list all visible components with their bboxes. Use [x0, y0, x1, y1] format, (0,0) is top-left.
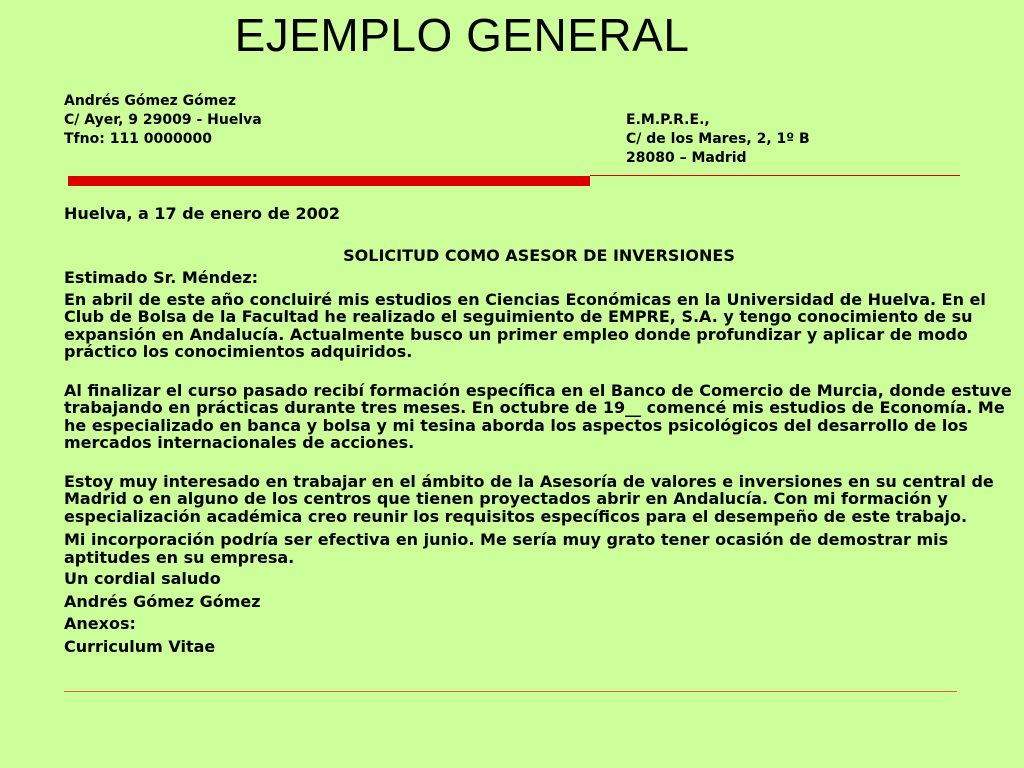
- letter-paragraph-2: Al finalizar el curso pasado recibí formación específica en el Banco de Comercio de Murcia, donde estuve trabajando en prácticas durante tres meses. En octubre de 19__ comencé mis estudios de Economía. Me he especializado en banca y bolsa y mi tesina aborda los aspectos psicológicos del desarrollo de los mercados internacionales de acciones.: [64, 380, 1012, 452]
- footer-divider: [64, 691, 957, 692]
- letter-subject: SOLICITUD COMO ASESOR DE INVERSIONES: [343, 245, 735, 265]
- letter-paragraph-1: En abril de este año concluiré mis estudios en Ciencias Económicas en la Universidad de Huelva. En el Club de Bolsa de la Facultad he realizado el seguimiento de EMPRE, S.A. y tengo conocimiento de su expansión en Andalucía. Actualmente busco un primer empleo donde profundizar y aplicar de modo práctico los conocimientos adquiridos.: [64, 289, 986, 361]
- letter-body: [64, 205, 1014, 660]
- letter-salutation: Estimado Sr. Méndez:: [64, 268, 259, 287]
- letter-paragraph-4: Mi incorporación podría ser efectiva en junio. Me sería muy grato tener ocasión de demostrar mis aptitudes en su empresa.: [64, 530, 949, 567]
- sender-name: Andrés Gómez Gómez: [64, 93, 236, 109]
- header-divider-thin: [590, 175, 960, 176]
- sender-address: C/ Ayer, 9 29009 - Huelva: [64, 112, 262, 128]
- letter-date: Huelva, a 17 de enero de 2002: [64, 204, 341, 223]
- recipient-city: 28080 – Madrid: [626, 150, 747, 166]
- page-title: EJEMPLO GENERAL: [234, 9, 690, 61]
- letter-closing: Un cordial saludo: [64, 569, 221, 588]
- sender-block: [64, 92, 262, 149]
- recipient-company: E.M.P.R.E.,: [626, 112, 710, 128]
- letter-attachment: Curriculum Vitae: [64, 636, 216, 656]
- recipient-block: [626, 111, 810, 168]
- recipient-street: C/ de los Mares, 2, 1º B: [626, 131, 810, 147]
- header-divider-thick: [68, 176, 590, 186]
- sender-phone: Tfno: 111 0000000: [64, 131, 212, 147]
- letter-paragraph-3: Estoy muy interesado en trabajar en el ámbito de la Asesoría de valores e inversiones en su central de Madrid o en alguno de los centros que tienen proyectados abrir en Andalucía. Con mi formación y especialización académica creo reunir los requisitos específicos para el desempeño de este trabajo.: [64, 471, 994, 526]
- letter-signature: Andrés Gómez Gómez: [64, 591, 261, 611]
- letter-attachments-label: Anexos:: [64, 614, 136, 633]
